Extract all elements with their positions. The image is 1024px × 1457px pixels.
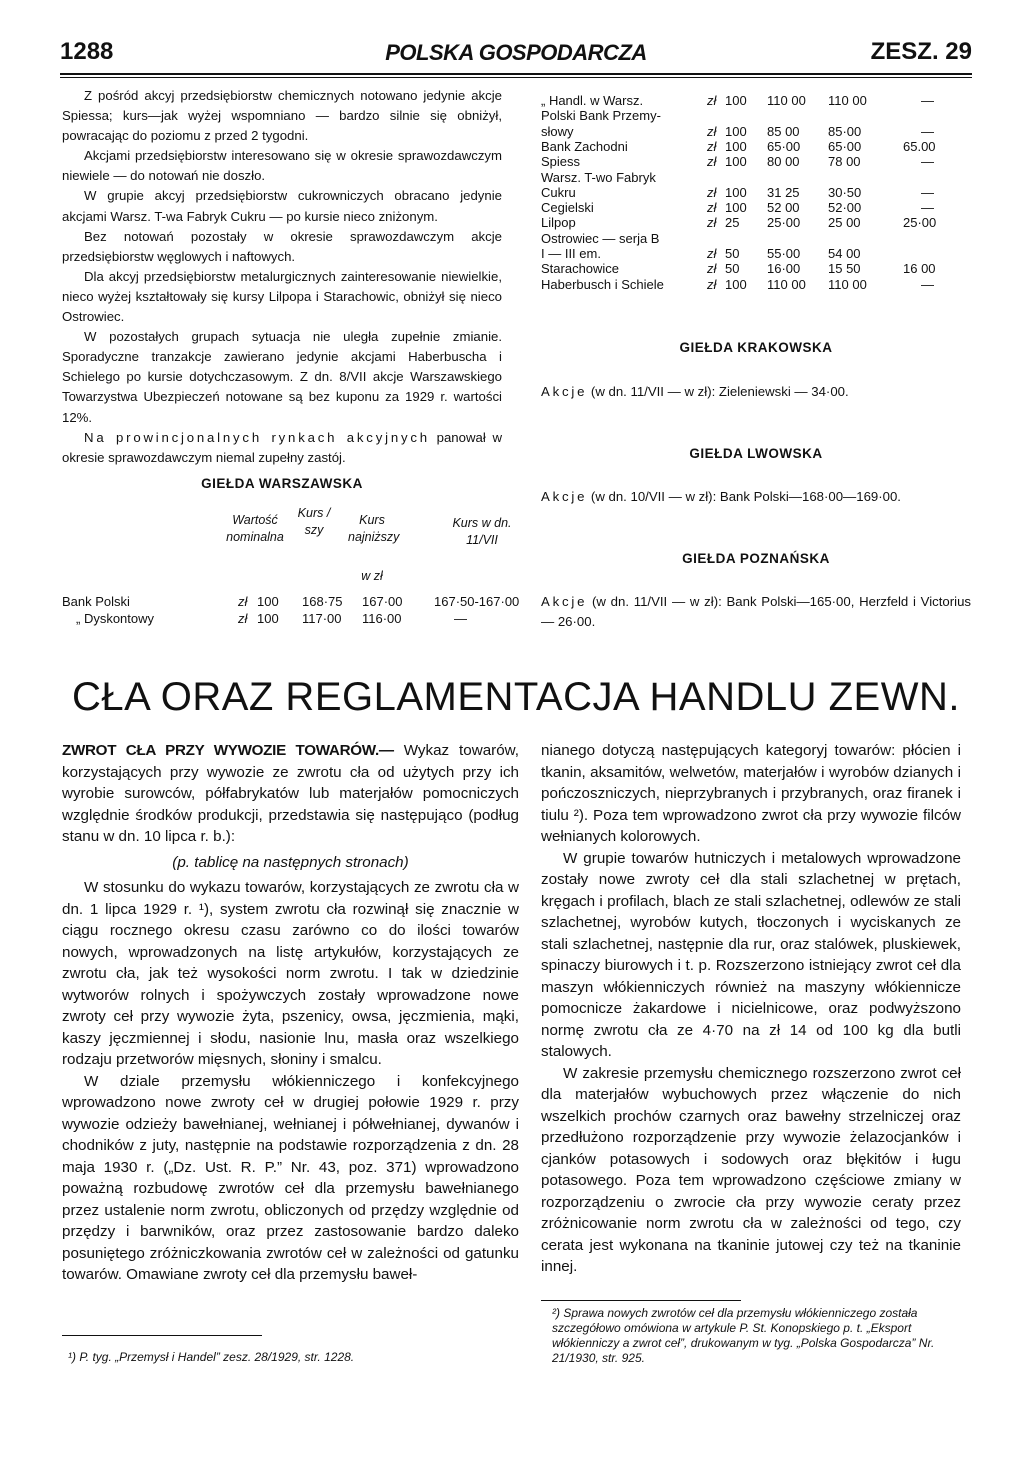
row-nominal: 100 [725, 138, 747, 154]
row-name: Cegielski [541, 200, 594, 216]
krakow-quote: (w dn. 11/VII — w zł): Zieleniewski — 34·00. [590, 384, 849, 399]
paragraph: W zakresie przemysłu chemicznego rozszerzono zwrot ceł dla materjałów wybuchowych przez włączenie do nich wszelkich prochów czarnych oraz bawełny strzelniczej oraz przedłużono rozporządzenie przy wywozie żelazocjanków i cjanków potasowych i sodowych oraz błękitów i ługu potasowego. Poza tem wprowadzono częściowe zmiany w rozporządzeniu o zwrocie cła przy wywozie ceraty przez zróżnicowanie norm zwrotu cła w zależności od tego, czy cerata jest wykonana na tkaninie jutowej czy też na tkaninie innej. [541, 1064, 961, 1275]
footnote-left: ¹) P. tyg. „Przemysł i Handel” zesz. 28/1929, str. 1228. [68, 1350, 355, 1364]
paragraph: W dziale przemysłu włókienniczego i konfekcyjnego wprowadzono nowe zwroty ceł w drugiej połowie 1929 r. przy wywozie odzieży bawełnianej, wełnianej i półwełnianej, dywanów i chodników z juty, następnie na podstawie rozporządzenia z dn. 28 maja 1930 r. („Dz. Ust. R. P.” Nr. 43, poz. 371) wprowadzono poważną rozbudowę zwrotów ceł dla przemysłu bawełnianego przez ustalenie norm zwrotu, obliczonych od przędzy względnie od przędzy i barwników, oraz przez zastosowanie bardzo daleko posuniętego zróżniczkowania zwrotów ceł w zależności od gatunku towarów. Omawiane zwroty ceł dla przemysłu baweł- [62, 1072, 519, 1283]
row-name: słowy [541, 123, 574, 139]
currency-symbol: zł [238, 611, 248, 626]
header-rule [60, 73, 972, 75]
row-low: 167·00 [362, 594, 403, 609]
currency-symbol: zł [707, 276, 717, 292]
row-nominal: 100 [725, 123, 747, 139]
row-value-c: — [921, 184, 934, 200]
poznan-quote: (w dn. 11/VII — w zł): Bank Polski—165·00, Herzfeld i Victorius — 26·00. [541, 594, 971, 629]
row-value-a: 55·00 [767, 246, 801, 261]
poznan-title: GIEŁDA POZNAŃSKA [682, 551, 830, 566]
lead-text: Wykaz towarów, korzystających przy wywozie ze zwrotu cła od użytych przy ich wyrobie surowców, półfabrykatów lub materjałów pomocniczych względnie środków produkcji, przedstawia się następująco (podług stanu w dn. 10 lipca r. b.): [62, 742, 519, 845]
row-value-b: 15 50 [828, 261, 861, 277]
poznan-text [541, 592, 971, 632]
left-bottom-column [62, 740, 519, 1286]
stocks-label: Akcje [541, 594, 588, 609]
table-row [62, 611, 522, 631]
col-header-date: Kurs w dn. 11/VII [452, 516, 512, 547]
paragraph: W grupie towarów hutniczych i metalowych wprowadzone zostały nowe zwroty ceł dla stali szlachetnej w prętach, kręgach i profilach, blach ze stali szlachetnej, odlewów ze stali szlachetnej, wyrobów kutych, tłoczonych i wyciskanych ze stali szlachetnej, następnie dla rur, oraz stalówek, pluskiewek, spinaczy biurowych i t. p. Rozszerzono istniejący zwrot ceł dla maszyn włókienniczych również na maszyny włókiennicze pomocnicze żakardowe i nicielnicowe, oraz podwyższono normę zwrotu cła ze 4·70 na zł 14 od 100 kg dla butli stalowych. [541, 849, 961, 1060]
row-value-b: 25 00 [828, 215, 861, 231]
row-name: Lilpop [541, 215, 576, 231]
row-value-b: 110 00 [828, 276, 867, 292]
paragraph: Akcjami przedsiębiorstw interesowano się w okresie sprawozdawczym niewiele — do notowań nie doszło. [62, 148, 502, 184]
row-value-a: 65·00 [767, 138, 801, 154]
row-value-a: 31 25 [767, 184, 800, 200]
journal-title: POLSKA GOSPODARCZA [385, 40, 647, 65]
row-value-c: 65.00 [903, 138, 936, 154]
row-value-a: 80 00 [767, 154, 800, 170]
lwow-quote: (w dn. 10/VII — w zł): Bank Polski—168·00—169·00. [590, 489, 901, 504]
row-value-b: 54 00 [828, 246, 861, 261]
currency-symbol: zł [707, 184, 717, 200]
row-name: Polski Bank Przemy- [541, 108, 661, 124]
col-header-kurs: Kurs / szy [297, 506, 331, 537]
row-name: Spiess [541, 154, 581, 170]
section-title: CŁA ORAZ REGLAMENTACJA HANDLU ZEWN. [71, 675, 960, 719]
row-name: Starachowice [541, 261, 620, 277]
row-nominal: 100 [725, 154, 747, 170]
currency-symbol: zł [707, 138, 717, 154]
row-name: I — III em. [541, 246, 601, 261]
row-nominal: 100 [725, 276, 747, 292]
lead-heading: ZWROT CŁA PRZY WYWOZIE TOWARÓW.— [62, 742, 394, 759]
footnote-right: ²) Sprawa nowych zwrotów ceł dla przemysłu włókienniczego została szczegółowo omówiona w artykule P. St. Konopskiego p. t. „Eksport włókienniczy a zwrot ceł”, drukowanym w tyg. „Polska Gospodarcza” Nr. 21/1930, str. 925. [552, 1306, 935, 1365]
table-reference: (p. tablicę na następnych stronach) [172, 853, 409, 871]
row-nominal: 100 [725, 200, 747, 216]
spaced-text: Na prowincjonalnych rynkach akcyjnych [84, 429, 430, 445]
stocks-label: Akcje [541, 489, 588, 504]
header-rule-thin [60, 77, 972, 78]
paragraph: Z pośród akcyj przedsiębiorstw chemicznych notowano jedynie akcje Spiessa; kurs—jak wyżej wspomniano — bardzo silnie się obniżył, powracając do poziomu z przed 2 tygodni. [62, 88, 502, 144]
table-row [541, 277, 971, 295]
paragraph [62, 428, 502, 468]
currency-symbol: zł [707, 215, 717, 231]
row-value-b: 52·00 [828, 200, 862, 216]
row-nominal: 50 [725, 261, 740, 277]
unit-label: w zł [361, 569, 383, 583]
row-low: 116·00 [362, 611, 402, 626]
currency-symbol: zł [707, 261, 717, 277]
footnote-rule [62, 1335, 262, 1336]
row-value-c: — [921, 200, 934, 216]
stocks-label: Akcje [541, 384, 588, 399]
row-value-b: 78 00 [828, 154, 861, 170]
row-value-b: 65·00 [828, 138, 862, 154]
row-name: Bank Zachodni [541, 138, 628, 154]
row-value-c: — [921, 93, 934, 108]
row-nominal: 100 [725, 184, 747, 200]
footnote-rule [541, 1300, 741, 1301]
row-value-c: 25·00 [903, 215, 937, 231]
col-header-nominal: Wartość nominalna [226, 513, 284, 544]
row-value-a: 110 00 [767, 276, 806, 292]
row-value-a: 52 00 [767, 200, 800, 216]
page-header [60, 38, 972, 78]
krakow-text [541, 382, 971, 402]
row-high: 168·75 [302, 594, 343, 609]
row-nominal: 100 [257, 594, 279, 609]
row-name: „ Dyskontowy [76, 611, 155, 626]
paragraph: W grupie akcyj przedsiębiorstw cukrowniczych obracano jedynie akcjami Warsz. T-wa Fabryk Cukru — po kursie nieco zniżonym. [62, 188, 502, 224]
page-number: 1288 [60, 38, 114, 65]
row-name: Haberbusch i Schiele [541, 276, 664, 292]
row-value-b: 30·50 [828, 184, 862, 200]
row-value-b: 85·00 [828, 123, 862, 139]
paragraph: W stosunku do wykazu towarów, korzystających ze zwrotu cła w dn. 1 lipca 1929 r. ¹), system zwrotu cła rozwinął się znacznie w ciągu rocznego okresu czasu zarówno co do ilości towarów nowych, wprowadzonych na listę artykułów, korzystających ze zwrotu cła, jak też wysokości norm zwrotu. I tak w dziedzinie wytworów rolnych i spożywczych zostały wprowadzone nowe zwroty ceł przy wywozie żyta, pszenicy, owsa, jęczmienia, mąki, kaszy jęczmiennej i słodu, nasionie lnu, masła oraz wszelkiego rodzaju przetworów mięsnych, słoniny i smalcu. [62, 879, 519, 1068]
row-value-c: 16 00 [903, 261, 936, 277]
lwow-title: GIEŁDA LWOWSKA [689, 446, 823, 461]
row-name: Cukru [541, 184, 576, 200]
currency-symbol: zł [238, 594, 248, 609]
row-name: Ostrowiec — serja B [541, 230, 660, 246]
row-name: Bank Polski [62, 594, 130, 609]
currency-symbol: zł [707, 93, 717, 108]
warsaw-title: GIEŁDA WARSZAWSKA [201, 476, 363, 491]
row-value-a: 16·00 [767, 261, 801, 277]
issue-number: ZESZ. 29 [870, 38, 972, 65]
row-nominal: 100 [257, 611, 279, 626]
row-nominal: 100 [725, 93, 747, 108]
row-nominal: 50 [725, 246, 740, 261]
left-top-column [62, 86, 502, 468]
paragraph: W pozostałych grupach sytuacja nie uległa zupełnie zmianie. Sporadyczne tranzakcje zawierano jedynie akcjami Haberbuscha i Schielego po kursie dotychczasowym. Z dn. 8/VII akcje Warszawskiego Towarzystwa Ubezpieczeń notowane są bez kuponu za 1929 r. wartości 12%. [62, 329, 502, 425]
currency-symbol: zł [707, 154, 717, 170]
row-value-b: 110 00 [828, 93, 867, 108]
lwow-text [541, 487, 971, 507]
krakow-title: GIEŁDA KRAKOWSKA [679, 340, 833, 355]
row-nominal: 25 [725, 215, 740, 231]
row-date: 167·50-167·00 [434, 594, 520, 609]
right-bottom-column [541, 740, 961, 1278]
lead-paragraph [62, 740, 519, 848]
row-high: 117·00 [302, 611, 342, 626]
currency-symbol: zł [707, 123, 717, 139]
paragraph: Dla akcyj przedsiębiorstw metalurgicznych zainteresowanie niewielkie, nieco wyżej kształtowały się kursy Lilpopa i Starachowic, obniżył się nieco Ostrowiec. [62, 268, 502, 325]
paragraph: Bez notowań pozostały w okresie sprawozdawczym akcje przedsiębiorstw węglowych i naftowych. [62, 228, 502, 264]
paragraph: nianego dotyczą następujących kategoryj towarów: płócien i tkanin, aksamitów, welwetów, materjałów i wyrobów dzianych i pończoszniczych, nieprzybranych i przybranych, oraz firanek i tiulu ²). Poza tem wprowadzono zwrot cła przy wywozie filców wełnianych kolorowych. [541, 742, 961, 845]
col-header-lowest: Kurs najniższy [348, 513, 400, 544]
row-value-a: 25·00 [767, 215, 801, 231]
currency-symbol: zł [707, 200, 717, 216]
row-value-c: — [921, 123, 934, 139]
paragraph-rest: panował w okresie sprawozdawczym niemal zupełny zastój. [62, 429, 503, 465]
row-name: Warsz. T-wo Fabryk [541, 169, 656, 185]
currency-symbol: zł [707, 246, 717, 261]
row-date: — [454, 611, 467, 626]
row-value-a: 110 00 [767, 93, 806, 108]
row-value-a: 85 00 [767, 123, 800, 139]
row-value-c: — [921, 154, 934, 170]
row-value-c: — [921, 276, 934, 292]
row-name: „ Handl. w Warsz. [541, 93, 644, 108]
